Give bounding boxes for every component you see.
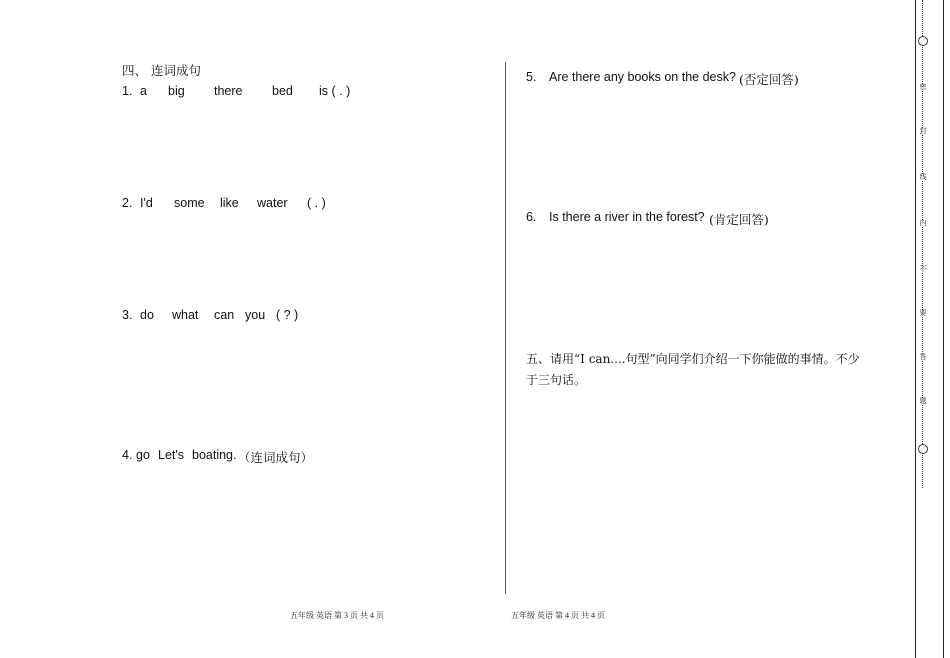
word-tile: go	[136, 448, 150, 462]
word-tile: a	[140, 84, 147, 98]
word-tile: like	[220, 196, 239, 210]
question-number: 3.	[122, 308, 133, 322]
question-note: （连词成句）	[238, 450, 314, 465]
binding-label: 密	[919, 83, 927, 91]
word-tile: Let's	[158, 448, 185, 462]
binding-label: 封	[919, 127, 927, 135]
column-divider	[505, 62, 506, 594]
word-tile: I'd	[140, 196, 153, 210]
question-number: 4.	[122, 448, 133, 462]
page-edge-line	[943, 0, 944, 658]
question-2	[122, 196, 382, 212]
question-note: (肯定回答)	[709, 212, 769, 227]
question-3	[122, 308, 382, 324]
word-tile: do	[140, 308, 154, 322]
binding-label: 要	[919, 309, 927, 317]
word-tile: big	[168, 84, 185, 98]
word-tile: you	[245, 308, 266, 322]
word-tile: there	[214, 84, 243, 98]
footer-left-page: 五年级 英语 第 3 页 共 4 页	[290, 611, 384, 620]
question-number: 2.	[122, 196, 133, 210]
question-1	[122, 84, 382, 100]
word-tile: water	[257, 196, 288, 210]
word-tile: some	[174, 196, 205, 210]
question-number: 5.	[526, 70, 537, 84]
binding-label: 内	[919, 219, 927, 227]
question-4	[122, 448, 382, 464]
word-tile: ( . )	[307, 196, 326, 210]
question-text: Is there a river in the forest?	[549, 210, 705, 224]
binding-border-line	[915, 0, 916, 658]
section-five-line-1: 五、请用“I can....句型”向同学们介绍一下你能做的事情。不少	[526, 352, 860, 366]
footer-right-page: 五年级 英语 第 4 页 共 4 页	[511, 611, 605, 620]
question-number: 1.	[122, 84, 133, 98]
question-5	[526, 70, 826, 86]
question-text: Are there any books on the desk?	[549, 70, 736, 84]
binding-hole-bottom	[918, 444, 928, 454]
word-tile: can	[214, 308, 235, 322]
binding-label: 不	[919, 265, 927, 273]
question-number: 6.	[526, 210, 537, 224]
binding-label: 线	[919, 173, 927, 181]
binding-dotted-line	[922, 0, 923, 488]
section-five-prompt	[526, 349, 860, 391]
section-five-line-2: 于三句话。	[526, 373, 587, 387]
section-four-title: 四、 连词成句	[122, 63, 201, 78]
word-tile: bed	[272, 84, 293, 98]
word-tile: boating.	[192, 448, 237, 462]
question-6	[526, 210, 826, 226]
question-note: (否定回答)	[739, 72, 799, 87]
word-tile: is ( . )	[319, 84, 351, 98]
binding-label: 答	[919, 353, 927, 361]
word-tile: what	[172, 308, 199, 322]
binding-hole-top	[918, 36, 928, 46]
word-tile: ( ? )	[276, 308, 299, 322]
binding-label: 题	[919, 397, 927, 405]
